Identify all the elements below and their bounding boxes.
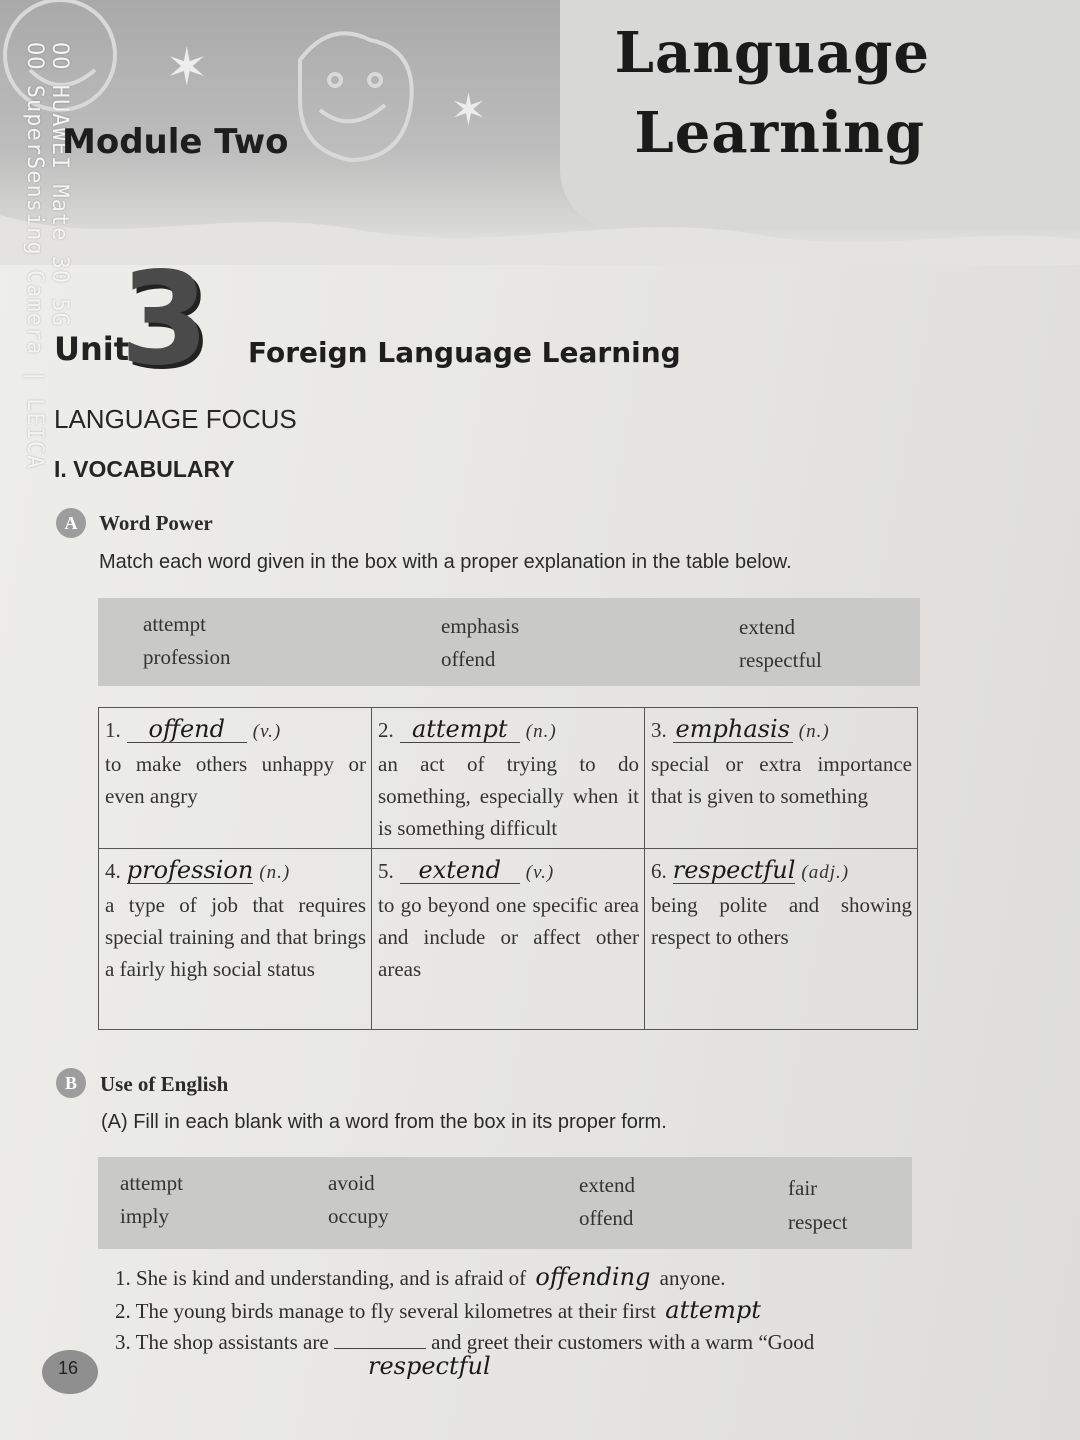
page-title-line-1: Language	[614, 20, 930, 86]
part-a-instruction: Match each word given in the box with a proper explanation in the table below.	[99, 551, 792, 573]
handwritten-answer: respectful	[368, 1352, 491, 1380]
matching-table	[98, 707, 918, 1030]
sentence-text: The young birds manage to fly several kilometres at their first	[135, 1299, 656, 1323]
box-word: offend	[441, 647, 496, 671]
box-word: respectful	[739, 648, 822, 672]
item-number: 5.	[378, 859, 394, 883]
word-box-a	[98, 598, 920, 686]
handwritten-answer: offend	[127, 716, 247, 743]
box-word: attempt	[143, 612, 206, 636]
handwritten-answer: attempt	[665, 1296, 761, 1324]
item-definition: a type of job that requires special training and that brings a fairly high social status	[105, 893, 366, 981]
sentence-text: anyone.	[659, 1266, 726, 1290]
handwritten-answer: offending	[535, 1263, 651, 1291]
handwritten-answer: emphasis	[673, 716, 793, 743]
handwritten-answer: attempt	[400, 716, 520, 743]
match-cell	[372, 849, 645, 1030]
box-word: offend	[579, 1206, 634, 1230]
part-a-heading: Word Power	[99, 511, 213, 535]
section-heading-vocabulary: I. VOCABULARY	[54, 456, 235, 482]
star-decoration-icon: ✶	[165, 38, 209, 98]
watermark-line: OO SuperSensing Camera | LEICA	[22, 42, 47, 470]
part-a-badge: A	[56, 508, 86, 538]
item-definition: an act of trying to do something, especially when it is something difficult	[378, 752, 639, 840]
unit-label: Unit	[54, 330, 130, 368]
part-b-badge: B	[56, 1068, 86, 1098]
item-definition: to go beyond one specific area and include or affect other areas	[378, 893, 639, 981]
unit-title: Foreign Language Learning	[248, 336, 681, 369]
handwritten-answer: profession	[126, 856, 254, 884]
part-of-speech: (n.)	[259, 862, 291, 883]
section-heading-language-focus: LANGUAGE FOCUS	[54, 404, 297, 434]
item-number: 1.	[105, 718, 121, 742]
unit-number: 3	[120, 245, 210, 394]
star-decoration-icon: ✶	[450, 85, 487, 136]
box-word: profession	[143, 645, 231, 669]
match-cell	[372, 708, 645, 849]
box-word: extend	[579, 1173, 635, 1197]
box-word: attempt	[120, 1171, 183, 1195]
box-word: imply	[120, 1204, 170, 1228]
page-title-line-2: Learning	[634, 100, 925, 166]
part-of-speech: (v.)	[252, 721, 282, 742]
word-box-b	[98, 1157, 912, 1249]
item-number: 2.	[378, 718, 394, 742]
exercise-sentence	[115, 1264, 726, 1291]
item-number: 3.	[651, 718, 667, 742]
box-word: extend	[739, 615, 795, 639]
box-word: respect	[788, 1210, 848, 1234]
match-cell	[645, 708, 918, 849]
box-word: avoid	[328, 1171, 375, 1195]
part-of-speech: (adj.)	[801, 862, 850, 883]
item-definition: to make others unhappy or even angry	[105, 752, 366, 808]
match-cell	[99, 849, 372, 1030]
item-definition: being polite and showing respect to others	[651, 893, 912, 949]
module-label: Module Two	[62, 122, 289, 162]
part-of-speech: (n.)	[525, 721, 557, 742]
page-number: 16	[42, 1350, 98, 1394]
sentence-text: She is kind and understanding, and is afraid of	[136, 1266, 527, 1290]
item-definition: special or extra importance that is given to something	[651, 752, 912, 808]
answer-blank	[334, 1348, 426, 1349]
sentence-number: 2.	[115, 1299, 131, 1323]
box-word: fair	[788, 1176, 818, 1200]
part-b-instruction: (A) Fill in each blank with a word from the box in its proper form.	[101, 1111, 667, 1133]
sentence-number: 1.	[115, 1266, 131, 1290]
part-of-speech: (n.)	[798, 721, 830, 742]
box-word: occupy	[328, 1204, 389, 1228]
part-of-speech: (v.)	[525, 862, 555, 883]
part-b-heading: Use of English	[100, 1072, 229, 1096]
sentence-text: and greet their customers with a warm “Good	[431, 1330, 815, 1354]
match-cell	[99, 708, 372, 849]
handwritten-answer: extend	[400, 857, 520, 884]
sentence-text: The shop assistants are	[135, 1330, 329, 1354]
sentence-number: 3.	[115, 1330, 131, 1354]
item-number: 6.	[651, 859, 667, 883]
item-number: 4.	[105, 859, 121, 883]
box-word: emphasis	[441, 614, 520, 638]
handwritten-answer: respectful	[672, 856, 796, 884]
match-cell	[645, 849, 918, 1030]
watermark-line: OO HUAWEI Mate 30 5G	[47, 42, 72, 327]
exercise-sentence	[115, 1297, 765, 1324]
